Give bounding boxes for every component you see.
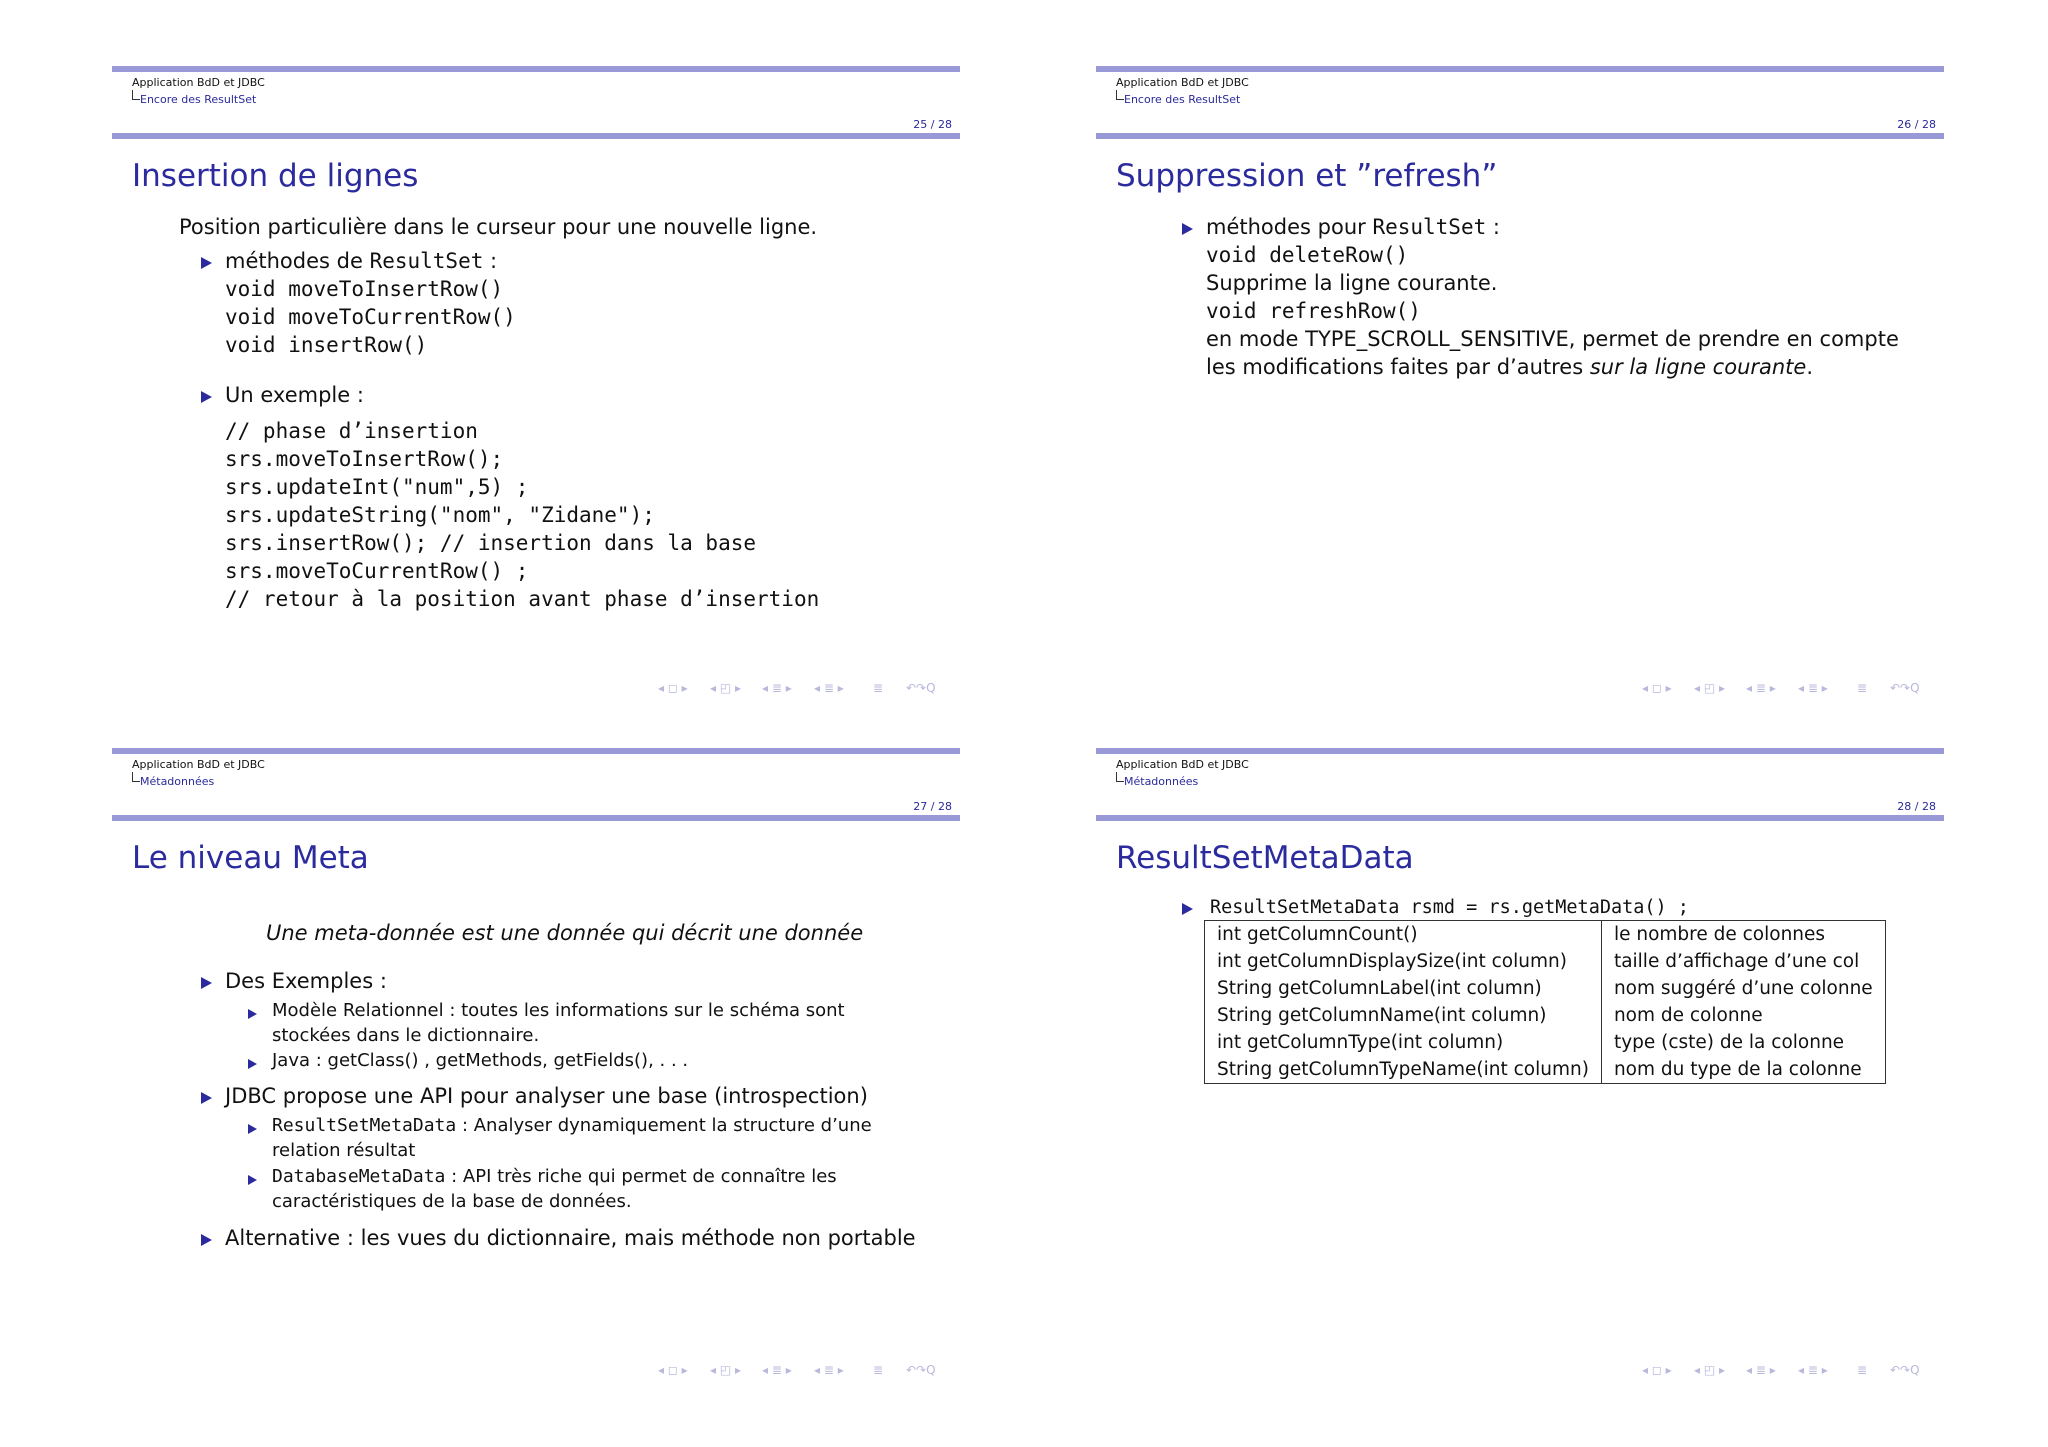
beamer-nav-bar — [658, 1363, 958, 1379]
section-nav-icon[interactable]: ◂ ≣ ▸ — [762, 1363, 792, 1377]
table-cell: nom suggéré d’une colonne — [1613, 978, 1873, 999]
table-cell: nom du type de la colonne — [1613, 1059, 1862, 1080]
table-cell: le nombre de colonnes — [1613, 924, 1826, 945]
bullet-triangle-icon — [1182, 223, 1193, 235]
tree-corner-icon — [132, 772, 140, 782]
bullet-triangle-icon — [1182, 903, 1193, 915]
page-number: 27 / 28 — [913, 800, 952, 813]
table-cell: int getColumnDisplaySize(int column) — [1205, 948, 1602, 975]
definition-quote: Une meta-donnée est une donnée qui décrit une donnée — [266, 921, 864, 945]
page-number: 25 / 28 — [913, 118, 952, 131]
bullet-triangle-icon — [201, 391, 212, 403]
search-nav-icon[interactable]: ↶↷Q — [906, 1363, 936, 1377]
table-cell: int getColumnType(int column) — [1205, 1029, 1602, 1056]
subsection-nav-icon[interactable]: ◂ ◰ ▸ — [710, 1363, 742, 1377]
table-cell: String getColumnTypeName(int column) — [1205, 1056, 1602, 1084]
code-line: srs.moveToInsertRow(); — [225, 447, 504, 471]
bullet-example: Un exemple : — [225, 383, 364, 407]
subsection-nav-icon[interactable]: ◂ ◰ ▸ — [1694, 681, 1726, 695]
beamer-nav-bar — [1642, 1363, 1942, 1379]
header-section[interactable]: Encore des ResultSet — [1124, 93, 1241, 106]
tree-corner-icon — [132, 90, 140, 100]
header-section[interactable]: Métadonnées — [1124, 775, 1199, 788]
frame-nav-icon[interactable]: ◂ ◻ ▸ — [1642, 1363, 1672, 1377]
table-row — [1205, 921, 1886, 949]
slide-26 — [1096, 66, 1948, 706]
bullet-triangle-icon — [201, 977, 212, 989]
method-line: void refreshRow() — [1206, 299, 1421, 323]
slide-27 — [112, 748, 964, 1388]
subsubsection-nav-icon[interactable]: ◂ ≣ ▸ — [814, 681, 844, 695]
subsubsection-nav-icon[interactable]: ◂ ≣ ▸ — [1798, 1363, 1828, 1377]
beamer-nav-bar — [658, 681, 958, 697]
header-rule-top — [112, 748, 960, 754]
metadata-table — [1204, 920, 1886, 1084]
frame-nav-icon[interactable]: ◂ ◻ ▸ — [658, 1363, 688, 1377]
code-line: // retour à la position avant phase d’insertion — [225, 587, 820, 611]
header-title: Application BdD et JDBC — [1116, 758, 1249, 771]
header-rule-bottom — [112, 133, 960, 139]
beamer-nav-bar — [1642, 681, 1942, 697]
table-cell: type (cste) de la colonne — [1613, 1032, 1845, 1053]
tree-corner-icon — [1116, 772, 1124, 782]
code-line: srs.insertRow(); // insertion dans la base — [225, 531, 757, 555]
sub-bullet-text: DatabaseMetaData : API très riche qui permet de connaître les — [272, 1166, 837, 1187]
header-title: Application BdD et JDBC — [132, 76, 265, 89]
table-row — [1205, 975, 1886, 1002]
method-line: void insertRow() — [225, 333, 428, 357]
method-line: void moveToCurrentRow() — [225, 305, 516, 329]
slide-25 — [112, 66, 964, 706]
frame-title: Suppression et ”refresh” — [1116, 158, 1498, 194]
frame-title: ResultSetMetaData — [1116, 840, 1414, 876]
page-number: 26 / 28 — [1897, 118, 1936, 131]
align-nav-icon[interactable]: ≣ — [873, 1363, 884, 1377]
bullet-alternative: Alternative : les vues du dictionnaire, mais méthode non portable — [225, 1226, 916, 1250]
search-nav-icon[interactable]: ↶↷Q — [906, 681, 936, 695]
bullet-triangle-icon — [201, 1234, 212, 1246]
subsubsection-nav-icon[interactable]: ◂ ≣ ▸ — [1798, 681, 1828, 695]
page-number: 28 / 28 — [1897, 800, 1936, 813]
code-line: srs.updateString("nom", "Zidane"); — [225, 503, 655, 527]
sub-bullet-text: stockées dans le dictionnaire. — [272, 1025, 540, 1046]
subsubsection-nav-icon[interactable]: ◂ ≣ ▸ — [814, 1363, 844, 1377]
table-cell: nom de colonne — [1613, 1005, 1763, 1026]
table-row — [1205, 1029, 1886, 1056]
table-row — [1205, 1056, 1886, 1084]
sub-bullet-triangle-icon — [248, 1175, 257, 1185]
tree-corner-icon — [1116, 90, 1124, 100]
method-description: Supprime la ligne courante. — [1206, 271, 1498, 295]
header-title: Application BdD et JDBC — [132, 758, 265, 771]
header-rule-top — [1096, 748, 1944, 754]
bullet-jdbc-api: JDBC propose une API pour analyser une base (introspection) — [225, 1084, 868, 1108]
sub-bullet-text: ResultSetMetaData : Analyser dynamiquement la structure d’une — [272, 1115, 872, 1136]
code-line: // phase d’insertion — [225, 419, 478, 443]
table-cell: taille d’affichage d’une col — [1613, 951, 1860, 972]
header-rule-bottom — [1096, 133, 1944, 139]
frame-title: Le niveau Meta — [132, 840, 369, 876]
table-cell: String getColumnLabel(int column) — [1205, 975, 1602, 1002]
section-nav-icon[interactable]: ◂ ≣ ▸ — [1746, 1363, 1776, 1377]
frame-nav-icon[interactable]: ◂ ◻ ▸ — [1642, 681, 1672, 695]
bullet-triangle-icon — [201, 1092, 212, 1104]
header-section[interactable]: Métadonnées — [140, 775, 215, 788]
table-row — [1205, 1002, 1886, 1029]
header-rule-bottom — [112, 815, 960, 821]
header-rule-top — [112, 66, 960, 72]
header-title: Application BdD et JDBC — [1116, 76, 1249, 89]
method-line: void moveToInsertRow() — [225, 277, 504, 301]
code-line: srs.updateInt("num",5) ; — [225, 475, 529, 499]
align-nav-icon[interactable]: ≣ — [873, 681, 884, 695]
method-description: en mode TYPE_SCROLL_SENSITIVE, permet de prendre en compte — [1206, 327, 1899, 351]
sub-bullet-triangle-icon — [248, 1124, 257, 1134]
align-nav-icon[interactable]: ≣ — [1857, 681, 1868, 695]
sub-bullet-text: Modèle Relationnel : toutes les informations sur le schéma sont — [272, 1000, 845, 1021]
sub-bullet-triangle-icon — [248, 1009, 257, 1019]
code-line: srs.moveToCurrentRow() ; — [225, 559, 529, 583]
sub-bullet-triangle-icon — [248, 1059, 257, 1069]
table-row — [1205, 948, 1886, 975]
header-rule-top — [1096, 66, 1944, 72]
search-nav-icon[interactable]: ↶↷Q — [1890, 1363, 1920, 1377]
bullet-examples: Des Exemples : — [225, 969, 387, 993]
frame-title: Insertion de lignes — [132, 158, 419, 194]
method-line: void deleteRow() — [1206, 243, 1409, 267]
frame-nav-icon[interactable]: ◂ ◻ ▸ — [658, 681, 688, 695]
sub-bullet-text: caractéristiques de la base de données. — [272, 1191, 632, 1212]
bullet-methods: méthodes de ResultSet : — [225, 249, 498, 273]
code-line: ResultSetMetaData rsmd = rs.getMetaData() ; — [1210, 897, 1689, 918]
section-nav-icon[interactable]: ◂ ≣ ▸ — [762, 681, 792, 695]
align-nav-icon[interactable]: ≣ — [1857, 1363, 1868, 1377]
sub-bullet-text: Java : getClass() , getMethods, getFields(), . . . — [272, 1050, 689, 1071]
header-rule-bottom — [1096, 815, 1944, 821]
header-section[interactable]: Encore des ResultSet — [140, 93, 257, 106]
table-cell: String getColumnName(int column) — [1205, 1002, 1602, 1029]
search-nav-icon[interactable]: ↶↷Q — [1890, 681, 1920, 695]
method-description: les modifications faites par d’autres sur la ligne courante. — [1206, 355, 1814, 379]
bullet-methods: méthodes pour ResultSet : — [1206, 215, 1500, 239]
bullet-triangle-icon — [201, 257, 212, 269]
subsection-nav-icon[interactable]: ◂ ◰ ▸ — [1694, 1363, 1726, 1377]
slide-28 — [1096, 748, 1948, 1388]
subsection-nav-icon[interactable]: ◂ ◰ ▸ — [710, 681, 742, 695]
table-cell: int getColumnCount() — [1205, 921, 1602, 949]
intro-text: Position particulière dans le curseur pour une nouvelle ligne. — [179, 215, 818, 239]
section-nav-icon[interactable]: ◂ ≣ ▸ — [1746, 681, 1776, 695]
sub-bullet-text: relation résultat — [272, 1140, 416, 1161]
